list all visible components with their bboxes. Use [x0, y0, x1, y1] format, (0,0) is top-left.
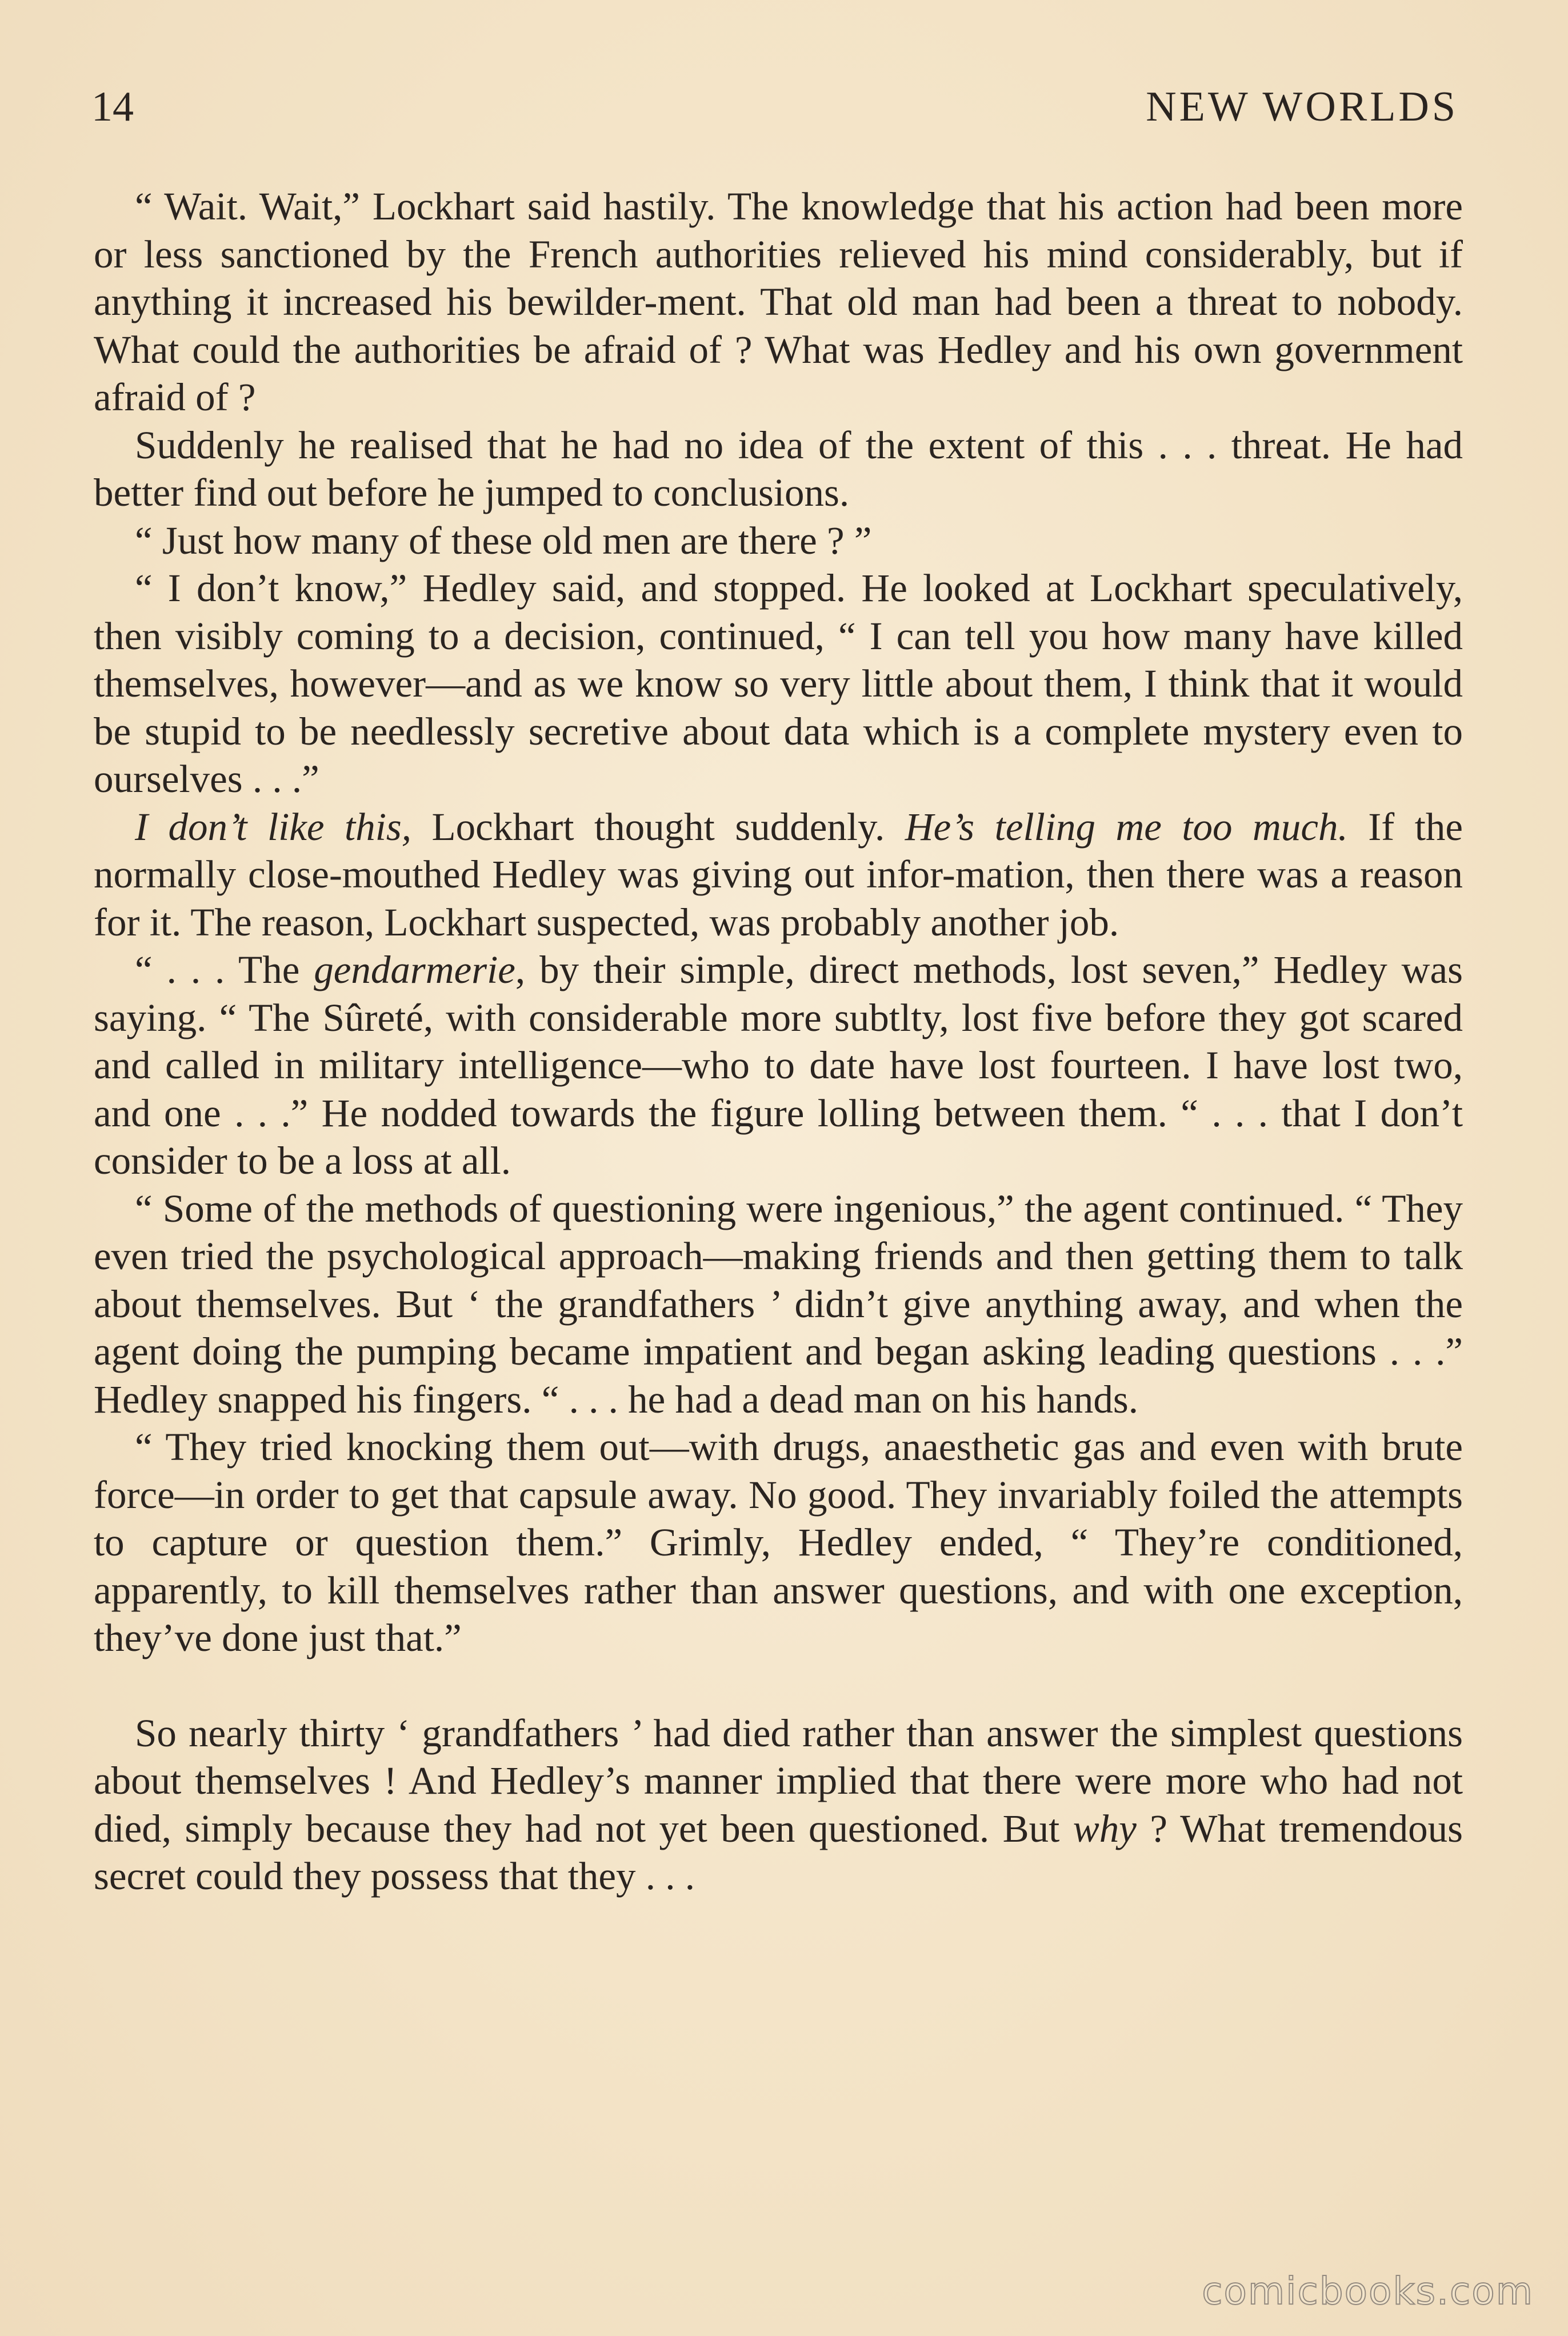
italic-text: He’s telling me too much. [905, 805, 1348, 849]
text-run: “ . . . The [135, 948, 314, 991]
paragraph [94, 517, 1463, 565]
italic-text: why [1073, 1806, 1137, 1850]
text-run: , by their simple, direct methods, lost seven,” Hedley was saying. “ The Sûreté, with considerable more subtlty, lost five before they got scared and called in military intelligence—who to date have lost fourteen. I have lost two, and one . . .” He nodded towards the figure lolling between them. “ . . . that I don’t consider to be a loss at all. [94, 948, 1463, 1182]
page-number: 14 [91, 83, 134, 130]
running-title: NEW WORLDS [1146, 83, 1458, 130]
paragraph [94, 1423, 1463, 1662]
paragraph [94, 946, 1463, 1185]
paragraph [94, 565, 1463, 803]
paragraph [94, 1710, 1463, 1901]
text-run: “ Just how many of these old men are there ? ” [135, 518, 872, 562]
text-run: “ Wait. Wait,” Lockhart said hastily. The knowledge that his action had been more or less sanctioned by the French authorities relieved his mind considerably, but if anything it increased his bewilder-ment. That old man had been a threat to nobody. What could the authorities be afraid of ? What was Hedley and his own government afraid of ? [94, 185, 1463, 419]
paragraph [94, 803, 1463, 947]
italic-text: I don’t like this, [135, 805, 411, 849]
text-run: “ Some of the methods of questioning were ingenious,” the agent continued. “ They even tried the psychological approach—making friends and then getting them to talk about themselves. But ‘ the grandfathers ’ didn’t give anything away, and when the agent doing the pumping became impatient and began asking leading questions . . .” Hedley snapped his fingers. “ . . . he had a dead man on his hands. [94, 1186, 1463, 1421]
italic-text: gendarmerie [314, 948, 515, 991]
text-run: Suddenly he realised that he had no idea of the extent of this . . . threat. He had better find out before he jumped to conclusions. [94, 423, 1463, 514]
body-text [94, 183, 1463, 1901]
text-run: So nearly thirty ‘ grandfathers ’ had died rather than answer the simplest questions about themselves ! And Hedley’s manner implied that there were more who had not died, simply because they had not yet been questioned. But [94, 1711, 1463, 1850]
paragraph [94, 422, 1463, 517]
watermark: comicbooks.com [1202, 2269, 1534, 2313]
text-run: Lockhart thought suddenly. [411, 805, 905, 849]
paragraph [94, 1185, 1463, 1424]
text-run: ? What tremendous secret could they possess that they . . . [94, 1806, 1463, 1898]
text-run: If the normally close-mouthed Hedley was giving out infor-mation, then there was a reason for it. The reason, Lockhart suspected, was probably another job. [94, 805, 1463, 944]
text-run: “ They tried knocking them out—with drugs, anaesthetic gas and even with brute force—in order to get that capsule away. No good. They invariably foiled the attempts to capture or question them.” Grimly, Hedley ended, “ They’re conditioned, apparently, to kill themselves rather than answer questions, and with one exception, they’ve done just that.” [94, 1425, 1463, 1659]
text-run: “ I don’t know,” Hedley said, and stopped. He looked at Lockhart speculatively, then visibly coming to a decision, continued, “ I can tell you how many have killed themselves, however—and as we know so very little about them, I think that it would be stupid to be needlessly secretive about data which is a complete mystery even to ourselves . . .” [94, 566, 1463, 801]
paragraph [94, 183, 1463, 422]
